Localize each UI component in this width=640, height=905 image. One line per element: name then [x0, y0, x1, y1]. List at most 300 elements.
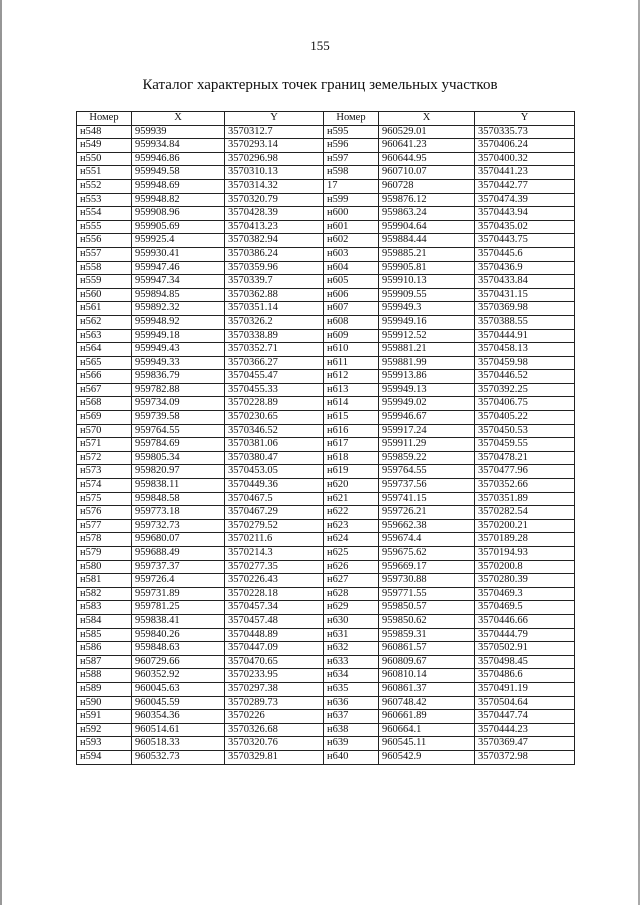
x-right-cell: 959949.3	[379, 302, 475, 316]
point-number-left-cell: н567	[77, 383, 132, 397]
y-left-cell: 3570467.5	[225, 492, 324, 506]
y-right-cell: 3570280.39	[475, 574, 575, 588]
x-left-cell: 959732.73	[132, 519, 225, 533]
x-left-cell: 959838.41	[132, 614, 225, 628]
point-number-right-cell: н610	[324, 343, 379, 357]
y-left-cell: 3570413.23	[225, 220, 324, 234]
table-row	[77, 179, 575, 193]
point-number-right-cell: н637	[324, 710, 379, 724]
point-number-left-cell: н563	[77, 329, 132, 343]
x-right-cell: 959909.55	[379, 288, 475, 302]
point-number-left-cell: н553	[77, 193, 132, 207]
y-left-cell: 3570447.09	[225, 642, 324, 656]
point-number-left-cell: н549	[77, 139, 132, 153]
table-row	[77, 614, 575, 628]
y-right-cell: 3570351.89	[475, 492, 575, 506]
point-number-right-cell: н605	[324, 275, 379, 289]
y-left-cell: 3570320.76	[225, 737, 324, 751]
point-number-left-cell: н584	[77, 614, 132, 628]
point-number-left-cell: н556	[77, 234, 132, 248]
point-number-right-cell: н640	[324, 750, 379, 764]
point-number-right-cell: н601	[324, 220, 379, 234]
y-right-cell: 3570459.98	[475, 356, 575, 370]
point-number-left-cell: н571	[77, 438, 132, 452]
y-left-cell: 3570214.3	[225, 547, 324, 561]
y-right-cell: 3570436.9	[475, 261, 575, 275]
table-row	[77, 193, 575, 207]
x-right-cell: 959913.86	[379, 370, 475, 384]
header-number-right: Номер	[324, 112, 379, 126]
table-row	[77, 682, 575, 696]
x-left-cell: 959949.33	[132, 356, 225, 370]
y-right-cell: 3570450.53	[475, 424, 575, 438]
x-right-cell: 960710.07	[379, 166, 475, 180]
y-right-cell: 3570435.02	[475, 220, 575, 234]
table-row	[77, 343, 575, 357]
point-number-right-cell: н629	[324, 601, 379, 615]
y-right-cell: 3570200.21	[475, 519, 575, 533]
table-row	[77, 465, 575, 479]
y-left-cell: 3570351.14	[225, 302, 324, 316]
scan-edge-left	[0, 0, 2, 905]
y-right-cell: 3570474.39	[475, 193, 575, 207]
y-left-cell: 3570352.71	[225, 343, 324, 357]
point-number-right-cell: н626	[324, 560, 379, 574]
x-left-cell: 959946.86	[132, 152, 225, 166]
x-right-cell: 959876.12	[379, 193, 475, 207]
table-row	[77, 288, 575, 302]
x-right-cell: 959726.21	[379, 506, 475, 520]
x-left-cell: 959838.11	[132, 479, 225, 493]
x-left-cell: 959784.69	[132, 438, 225, 452]
x-left-cell: 959734.09	[132, 397, 225, 411]
header-y-right: Y	[475, 112, 575, 126]
point-number-left-cell: н578	[77, 533, 132, 547]
table-row	[77, 710, 575, 724]
x-left-cell: 959805.34	[132, 451, 225, 465]
y-left-cell: 3570448.89	[225, 628, 324, 642]
table-row	[77, 492, 575, 506]
point-number-left-cell: н573	[77, 465, 132, 479]
y-right-cell: 3570433.84	[475, 275, 575, 289]
point-number-right-cell: н636	[324, 696, 379, 710]
x-left-cell: 960518.33	[132, 737, 225, 751]
point-number-left-cell: н585	[77, 628, 132, 642]
point-number-right-cell: н633	[324, 655, 379, 669]
point-number-left-cell: н581	[77, 574, 132, 588]
y-left-cell: 3570359.96	[225, 261, 324, 275]
y-left-cell: 3570455.33	[225, 383, 324, 397]
y-right-cell: 3570478.21	[475, 451, 575, 465]
point-number-left-cell: н560	[77, 288, 132, 302]
table-row	[77, 356, 575, 370]
header-number-left: Номер	[77, 112, 132, 126]
table-row	[77, 424, 575, 438]
y-left-cell: 3570381.06	[225, 438, 324, 452]
table-row	[77, 152, 575, 166]
point-number-right-cell: н611	[324, 356, 379, 370]
point-number-right-cell: н606	[324, 288, 379, 302]
point-number-left-cell: н552	[77, 179, 132, 193]
table-row	[77, 207, 575, 221]
x-left-cell: 959848.63	[132, 642, 225, 656]
x-left-cell: 959947.34	[132, 275, 225, 289]
x-right-cell: 959730.88	[379, 574, 475, 588]
y-right-cell: 3570446.66	[475, 614, 575, 628]
point-number-right-cell: н602	[324, 234, 379, 248]
table-row	[77, 506, 575, 520]
table-row	[77, 261, 575, 275]
point-number-left-cell: н582	[77, 587, 132, 601]
x-right-cell: 959949.16	[379, 315, 475, 329]
y-right-cell: 3570369.98	[475, 302, 575, 316]
point-number-left-cell: н594	[77, 750, 132, 764]
point-number-right-cell: н628	[324, 587, 379, 601]
point-number-left-cell: н589	[77, 682, 132, 696]
point-number-left-cell: н561	[77, 302, 132, 316]
x-right-cell: 959674.4	[379, 533, 475, 547]
x-right-cell: 960664.1	[379, 723, 475, 737]
x-right-cell: 959850.62	[379, 614, 475, 628]
x-left-cell: 959892.32	[132, 302, 225, 316]
x-left-cell: 960045.59	[132, 696, 225, 710]
point-number-left-cell: н593	[77, 737, 132, 751]
point-number-left-cell: н548	[77, 125, 132, 139]
y-left-cell: 3570382.94	[225, 234, 324, 248]
x-right-cell: 959949.13	[379, 383, 475, 397]
x-right-cell: 959662.38	[379, 519, 475, 533]
y-left-cell: 3570228.18	[225, 587, 324, 601]
point-number-left-cell: н586	[77, 642, 132, 656]
header-x-right: X	[379, 112, 475, 126]
x-right-cell: 959741.15	[379, 492, 475, 506]
y-left-cell: 3570453.05	[225, 465, 324, 479]
point-number-left-cell: н579	[77, 547, 132, 561]
y-right-cell: 3570442.77	[475, 179, 575, 193]
x-left-cell: 959930.41	[132, 247, 225, 261]
point-number-left-cell: н588	[77, 669, 132, 683]
header-row	[77, 112, 575, 126]
point-number-right-cell: н612	[324, 370, 379, 384]
point-number-right-cell: н622	[324, 506, 379, 520]
x-right-cell: 959949.02	[379, 397, 475, 411]
y-right-cell: 3570335.73	[475, 125, 575, 139]
x-left-cell: 959948.92	[132, 315, 225, 329]
point-number-right-cell: н625	[324, 547, 379, 561]
point-number-left-cell: н562	[77, 315, 132, 329]
point-number-right-cell: н600	[324, 207, 379, 221]
table-row	[77, 560, 575, 574]
y-right-cell: 3570405.22	[475, 411, 575, 425]
page-title: Каталог характерных точек границ земельных участков	[142, 77, 498, 93]
y-left-cell: 3570338.89	[225, 329, 324, 343]
x-right-cell: 960529.01	[379, 125, 475, 139]
y-right-cell: 3570369.47	[475, 737, 575, 751]
table-row	[77, 601, 575, 615]
point-number-left-cell: н566	[77, 370, 132, 384]
y-left-cell: 3570339.7	[225, 275, 324, 289]
y-left-cell: 3570346.52	[225, 424, 324, 438]
x-left-cell: 959688.49	[132, 547, 225, 561]
x-right-cell: 959904.64	[379, 220, 475, 234]
point-number-left-cell: н572	[77, 451, 132, 465]
y-left-cell: 3570428.39	[225, 207, 324, 221]
x-right-cell: 960661.89	[379, 710, 475, 724]
point-number-left-cell: н570	[77, 424, 132, 438]
y-right-cell: 3570372.98	[475, 750, 575, 764]
y-right-cell: 3570443.94	[475, 207, 575, 221]
table-row	[77, 302, 575, 316]
point-number-right-cell: н599	[324, 193, 379, 207]
x-right-cell: 959669.17	[379, 560, 475, 574]
y-right-cell: 3570459.55	[475, 438, 575, 452]
table-row	[77, 642, 575, 656]
x-right-cell: 960644.95	[379, 152, 475, 166]
y-right-cell: 3570491.19	[475, 682, 575, 696]
point-number-left-cell: н555	[77, 220, 132, 234]
y-right-cell: 3570406.24	[475, 139, 575, 153]
y-left-cell: 3570326.2	[225, 315, 324, 329]
x-right-cell: 959859.31	[379, 628, 475, 642]
point-number-right-cell: н596	[324, 139, 379, 153]
y-left-cell: 3570457.48	[225, 614, 324, 628]
table-row	[77, 628, 575, 642]
table-body	[77, 125, 575, 764]
point-number-left-cell: н574	[77, 479, 132, 493]
point-number-right-cell: н607	[324, 302, 379, 316]
x-left-cell: 959773.18	[132, 506, 225, 520]
header-x-left: X	[132, 112, 225, 126]
point-number-right-cell: н630	[324, 614, 379, 628]
y-left-cell: 3570279.52	[225, 519, 324, 533]
point-number-left-cell: н583	[77, 601, 132, 615]
y-left-cell: 3570312.7	[225, 125, 324, 139]
x-left-cell: 959731.89	[132, 587, 225, 601]
page-number: 155	[310, 38, 330, 53]
table-row	[77, 411, 575, 425]
x-right-cell: 959859.22	[379, 451, 475, 465]
x-left-cell: 959848.58	[132, 492, 225, 506]
table-row	[77, 139, 575, 153]
point-number-right-cell: н598	[324, 166, 379, 180]
x-right-cell: 959771.55	[379, 587, 475, 601]
y-left-cell: 3570455.47	[225, 370, 324, 384]
point-number-left-cell: н554	[77, 207, 132, 221]
y-right-cell: 3570189.28	[475, 533, 575, 547]
x-left-cell: 959737.37	[132, 560, 225, 574]
y-left-cell: 3570329.81	[225, 750, 324, 764]
y-left-cell: 3570467.29	[225, 506, 324, 520]
point-number-right-cell: н639	[324, 737, 379, 751]
x-right-cell: 960728	[379, 179, 475, 193]
table-row	[77, 669, 575, 683]
x-right-cell: 959863.24	[379, 207, 475, 221]
point-number-left-cell: н564	[77, 343, 132, 357]
y-left-cell: 3570296.98	[225, 152, 324, 166]
table-row	[77, 234, 575, 248]
y-left-cell: 3570230.65	[225, 411, 324, 425]
point-number-right-cell: н617	[324, 438, 379, 452]
x-left-cell: 959949.43	[132, 343, 225, 357]
x-left-cell: 959836.79	[132, 370, 225, 384]
y-left-cell: 3570314.32	[225, 179, 324, 193]
x-right-cell: 959946.67	[379, 411, 475, 425]
x-left-cell: 959908.96	[132, 207, 225, 221]
x-left-cell: 959680.07	[132, 533, 225, 547]
x-left-cell: 959764.55	[132, 424, 225, 438]
x-left-cell: 960045.63	[132, 682, 225, 696]
table-row	[77, 397, 575, 411]
x-left-cell: 959934.84	[132, 139, 225, 153]
x-right-cell: 960545.11	[379, 737, 475, 751]
x-left-cell: 960354.36	[132, 710, 225, 724]
point-number-right-cell: 17	[324, 179, 379, 193]
y-right-cell: 3570431.15	[475, 288, 575, 302]
point-number-right-cell: н615	[324, 411, 379, 425]
point-number-left-cell: н568	[77, 397, 132, 411]
point-number-left-cell: н587	[77, 655, 132, 669]
y-left-cell: 3570470.65	[225, 655, 324, 669]
x-left-cell: 959781.25	[132, 601, 225, 615]
y-right-cell: 3570443.75	[475, 234, 575, 248]
points-catalog-table	[76, 111, 575, 765]
point-number-left-cell: н591	[77, 710, 132, 724]
x-left-cell: 959739.58	[132, 411, 225, 425]
y-right-cell: 3570200.8	[475, 560, 575, 574]
y-right-cell: 3570392.25	[475, 383, 575, 397]
x-right-cell: 960809.67	[379, 655, 475, 669]
table-row	[77, 451, 575, 465]
y-left-cell: 3570362.88	[225, 288, 324, 302]
x-right-cell: 960810.14	[379, 669, 475, 683]
x-left-cell: 959820.97	[132, 465, 225, 479]
y-left-cell: 3570380.47	[225, 451, 324, 465]
x-left-cell: 959782.88	[132, 383, 225, 397]
point-number-left-cell: н575	[77, 492, 132, 506]
point-number-left-cell: н569	[77, 411, 132, 425]
y-right-cell: 3570446.52	[475, 370, 575, 384]
table-row	[77, 696, 575, 710]
x-left-cell: 959840.26	[132, 628, 225, 642]
table-row	[77, 247, 575, 261]
table-row	[77, 519, 575, 533]
point-number-left-cell: н577	[77, 519, 132, 533]
y-left-cell: 3570457.34	[225, 601, 324, 615]
x-left-cell: 959894.85	[132, 288, 225, 302]
point-number-left-cell: н580	[77, 560, 132, 574]
x-left-cell: 960352.92	[132, 669, 225, 683]
x-right-cell: 959905.81	[379, 261, 475, 275]
y-left-cell: 3570386.24	[225, 247, 324, 261]
x-left-cell: 960514.61	[132, 723, 225, 737]
table-row	[77, 655, 575, 669]
y-right-cell: 3570504.64	[475, 696, 575, 710]
x-left-cell: 959949.18	[132, 329, 225, 343]
y-right-cell: 3570477.96	[475, 465, 575, 479]
y-left-cell: 3570289.73	[225, 696, 324, 710]
y-left-cell: 3570326.68	[225, 723, 324, 737]
point-number-right-cell: н614	[324, 397, 379, 411]
y-right-cell: 3570444.79	[475, 628, 575, 642]
point-number-left-cell: н558	[77, 261, 132, 275]
table-row	[77, 438, 575, 452]
point-number-right-cell: н632	[324, 642, 379, 656]
x-right-cell: 959917.24	[379, 424, 475, 438]
y-right-cell: 3570469.3	[475, 587, 575, 601]
y-left-cell: 3570320.79	[225, 193, 324, 207]
y-left-cell: 3570297.38	[225, 682, 324, 696]
point-number-left-cell: н576	[77, 506, 132, 520]
point-number-right-cell: н634	[324, 669, 379, 683]
y-right-cell: 3570502.91	[475, 642, 575, 656]
y-left-cell: 3570277.35	[225, 560, 324, 574]
point-number-left-cell: н557	[77, 247, 132, 261]
x-right-cell: 960641.23	[379, 139, 475, 153]
x-right-cell: 960861.57	[379, 642, 475, 656]
x-right-cell: 959764.55	[379, 465, 475, 479]
x-left-cell: 959925.4	[132, 234, 225, 248]
point-number-right-cell: н603	[324, 247, 379, 261]
x-left-cell: 959949.58	[132, 166, 225, 180]
x-left-cell: 959905.69	[132, 220, 225, 234]
x-right-cell: 959881.21	[379, 343, 475, 357]
table-row	[77, 547, 575, 561]
point-number-right-cell: н631	[324, 628, 379, 642]
point-number-right-cell: н635	[324, 682, 379, 696]
y-right-cell: 3570444.23	[475, 723, 575, 737]
x-right-cell: 960861.37	[379, 682, 475, 696]
point-number-left-cell: н550	[77, 152, 132, 166]
y-right-cell: 3570194.93	[475, 547, 575, 561]
point-number-right-cell: н638	[324, 723, 379, 737]
table-row	[77, 166, 575, 180]
table-row	[77, 750, 575, 764]
y-right-cell: 3570406.75	[475, 397, 575, 411]
y-right-cell: 3570444.91	[475, 329, 575, 343]
x-right-cell: 959737.56	[379, 479, 475, 493]
table-row	[77, 125, 575, 139]
point-number-right-cell: н597	[324, 152, 379, 166]
table-row	[77, 574, 575, 588]
point-number-right-cell: н624	[324, 533, 379, 547]
table-row	[77, 533, 575, 547]
x-right-cell: 959911.29	[379, 438, 475, 452]
point-number-right-cell: н595	[324, 125, 379, 139]
y-right-cell: 3570400.32	[475, 152, 575, 166]
table-row	[77, 723, 575, 737]
x-right-cell: 959885.21	[379, 247, 475, 261]
y-right-cell: 3570486.6	[475, 669, 575, 683]
x-right-cell: 960748.42	[379, 696, 475, 710]
table-row	[77, 737, 575, 751]
point-number-right-cell: н604	[324, 261, 379, 275]
table-row	[77, 315, 575, 329]
x-left-cell: 959939	[132, 125, 225, 139]
table-header	[77, 112, 575, 126]
table-row	[77, 383, 575, 397]
point-number-right-cell: н618	[324, 451, 379, 465]
point-number-left-cell: н592	[77, 723, 132, 737]
x-right-cell: 960542.9	[379, 750, 475, 764]
y-right-cell: 3570352.66	[475, 479, 575, 493]
table-row	[77, 479, 575, 493]
point-number-right-cell: н620	[324, 479, 379, 493]
x-left-cell: 959948.69	[132, 179, 225, 193]
x-left-cell: 959726.4	[132, 574, 225, 588]
point-number-right-cell: н621	[324, 492, 379, 506]
point-number-left-cell: н565	[77, 356, 132, 370]
x-left-cell: 960532.73	[132, 750, 225, 764]
